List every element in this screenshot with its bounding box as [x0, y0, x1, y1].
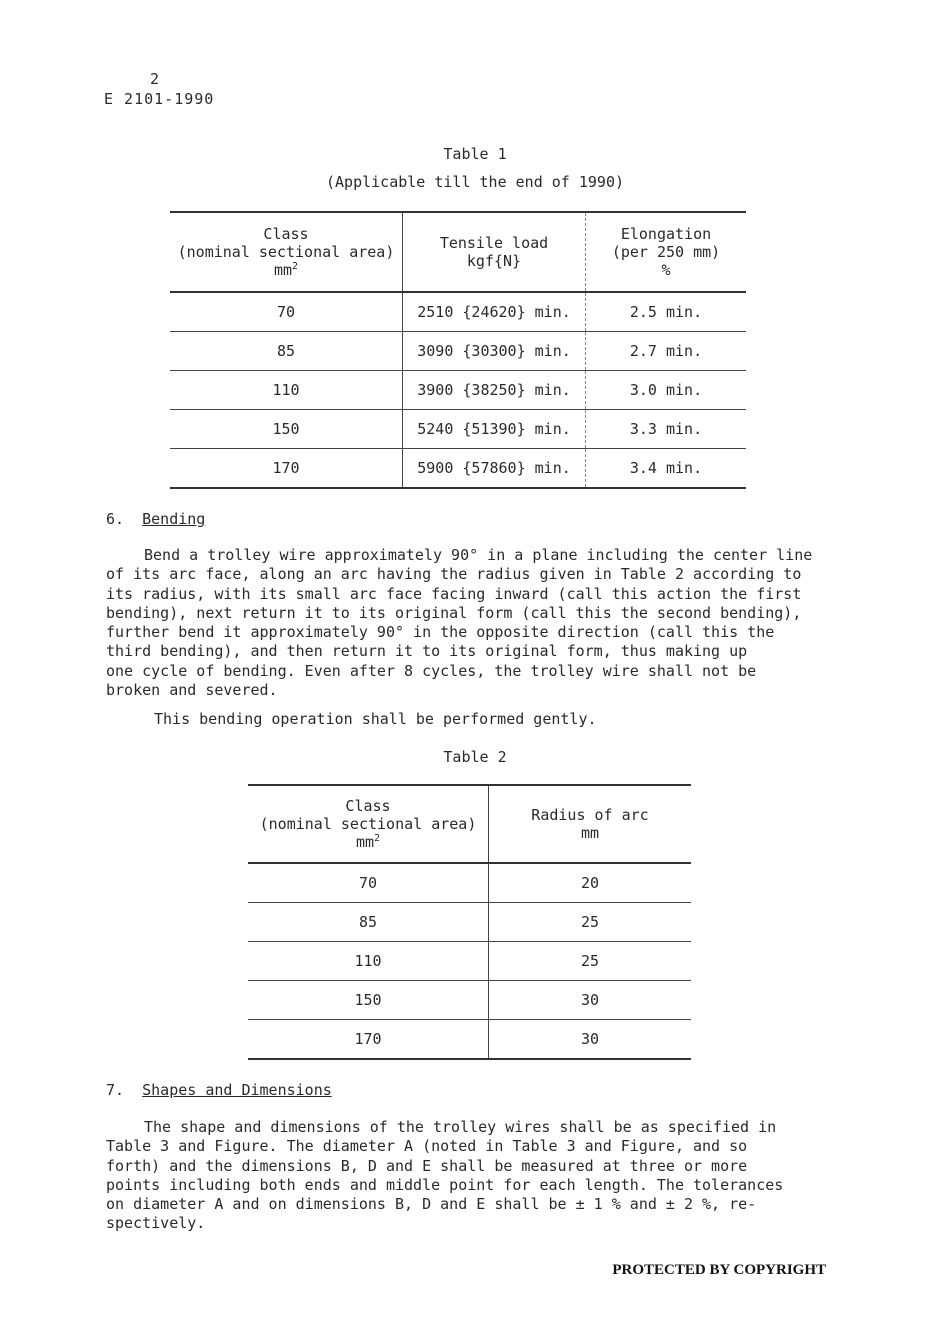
page-number: 2 [150, 70, 160, 88]
section7-paragraph [106, 1118, 826, 1234]
table-row [170, 332, 746, 371]
t2-cell-class: 70 [248, 863, 489, 903]
t1-cell-class: 110 [170, 371, 403, 410]
table-row [170, 449, 746, 489]
s6-line: further bend it approximately 90° in the opposite direction (call this the [106, 623, 775, 642]
t1-cell-tensile: 5900 {57860} min. [403, 449, 586, 489]
table1 [170, 211, 746, 489]
table-row [170, 410, 746, 449]
s6-line: its radius, with its small arc face facing inward (call this action the first [106, 584, 802, 603]
section6-paragraph [106, 546, 826, 700]
t2-h-class-unit-sup: 2 [374, 833, 381, 844]
t2-h-class-unit [249, 833, 487, 851]
standard-code: E 2101-1990 [104, 90, 215, 108]
t2-cell-class: 170 [248, 1020, 489, 1060]
t2-h-class-unit-base: mm [355, 833, 375, 851]
t2-cell-radius: 30 [580, 1030, 600, 1048]
t1-cell-class: 85 [170, 332, 403, 371]
table1-caption: Table 1 [443, 145, 507, 163]
s6-line: of its arc face, along an arc having the radius given in Table 2 according to [106, 565, 802, 584]
t1-h-class-l2: (nominal sectional area) [177, 243, 395, 261]
t1-cell-tensile: 2510 {24620} min. [403, 292, 586, 332]
t1-cell-tensile: 3900 {38250} min. [403, 371, 586, 410]
t1-cell-tensile: 5240 {51390} min. [403, 410, 586, 449]
table1-header-elongation [586, 212, 747, 292]
t1-h-tensile-l2: kgf{N} [466, 252, 522, 270]
s7-line: on diameter A and on dimensions B, D and E shall be ± 1 % and ± 2 %, re- [106, 1195, 757, 1214]
s7-line: forth) and the dimensions B, D and E shall be measured at three or more [106, 1156, 748, 1175]
table2-caption: Table 2 [443, 748, 507, 766]
s6-line: third bending), and then return it to its original form, thus making up [106, 642, 748, 661]
section7-title: Shapes and Dimensions [142, 1081, 332, 1099]
table-row [170, 371, 746, 410]
t2-h-radius-l2: mm [580, 824, 600, 842]
s7-line: spectively. [106, 1214, 206, 1233]
s6-line: Bend a trolley wire approximately 90° in a plane including the center line [144, 546, 813, 564]
section6-heading [106, 510, 205, 528]
t1-h-elong-l1: Elongation [620, 225, 712, 243]
s6-line: bending), next return it to its original form (call this the second bending), [106, 603, 802, 622]
table2-header-class [248, 785, 489, 863]
t1-cell-elongation: 2.5 min. [586, 292, 747, 332]
t2-h-class-l2: (nominal sectional area) [259, 815, 477, 833]
s6-line: one cycle of bending. Even after 8 cycles, the trolley wire shall not be [106, 661, 757, 680]
section7-number: 7. [106, 1081, 125, 1099]
t2-cell-radius: 30 [489, 981, 692, 1020]
t1-h-elong-unit: % [661, 261, 671, 279]
s7-line: Table 3 and Figure. The diameter A (noted in Table 3 and Figure, and so [106, 1137, 748, 1156]
t1-h-tensile-l1: Tensile load [439, 234, 549, 252]
t1-cell-elongation: 3.3 min. [586, 410, 747, 449]
t1-h-class-unit [171, 261, 401, 279]
table1-header-tensile [403, 212, 586, 292]
s6-line: broken and severed. [106, 681, 278, 700]
t1-cell-class: 170 [170, 449, 403, 489]
t2-h-class-l1: Class [345, 797, 391, 815]
table-row [248, 903, 691, 942]
t2-h-radius-l1: Radius of arc [531, 806, 649, 824]
table1-header-row [170, 212, 746, 292]
table1-header-class [170, 212, 403, 292]
table-row [170, 292, 746, 332]
t2-cell-radius: 25 [489, 942, 692, 981]
t1-cell-class: 70 [170, 292, 403, 332]
section7-heading [106, 1081, 332, 1099]
t2-cell-class: 150 [248, 981, 489, 1020]
table2-header-row [248, 785, 691, 863]
t2-cell-radius: 25 [489, 903, 692, 942]
table-row [248, 942, 691, 981]
table-row [248, 1020, 691, 1060]
table2-header-radius [489, 785, 692, 863]
table2 [248, 784, 691, 1060]
t1-cell-tensile: 3090 {30300} min. [403, 332, 586, 371]
section6-number: 6. [106, 510, 125, 528]
copyright-notice: PROTECTED BY COPYRIGHT [612, 1262, 826, 1278]
section6-title: Bending [142, 510, 206, 528]
t1-cell-elongation: 3.4 min. [629, 459, 703, 477]
s7-line: The shape and dimensions of the trolley wires shall be as specified in [144, 1118, 777, 1136]
table-row [248, 981, 691, 1020]
t1-h-class-l1: Class [263, 225, 309, 243]
t2-cell-radius: 20 [489, 863, 692, 903]
t1-cell-elongation: 3.0 min. [586, 371, 747, 410]
table-row [248, 863, 691, 903]
t1-h-class-unit-sup: 2 [292, 261, 299, 272]
t2-cell-class: 110 [248, 942, 489, 981]
t1-h-class-unit-base: mm [273, 261, 293, 279]
section6-paragraph2: This bending operation shall be performed gently. [154, 710, 597, 728]
t1-cell-class: 150 [170, 410, 403, 449]
s7-line: points including both ends and middle point for each length. The tolerances [106, 1175, 784, 1194]
t1-h-elong-l2: (per 250 mm) [611, 243, 721, 261]
table1-subcaption: (Applicable till the end of 1990) [325, 173, 624, 191]
t1-cell-elongation: 2.7 min. [586, 332, 747, 371]
t2-cell-class: 85 [248, 903, 489, 942]
